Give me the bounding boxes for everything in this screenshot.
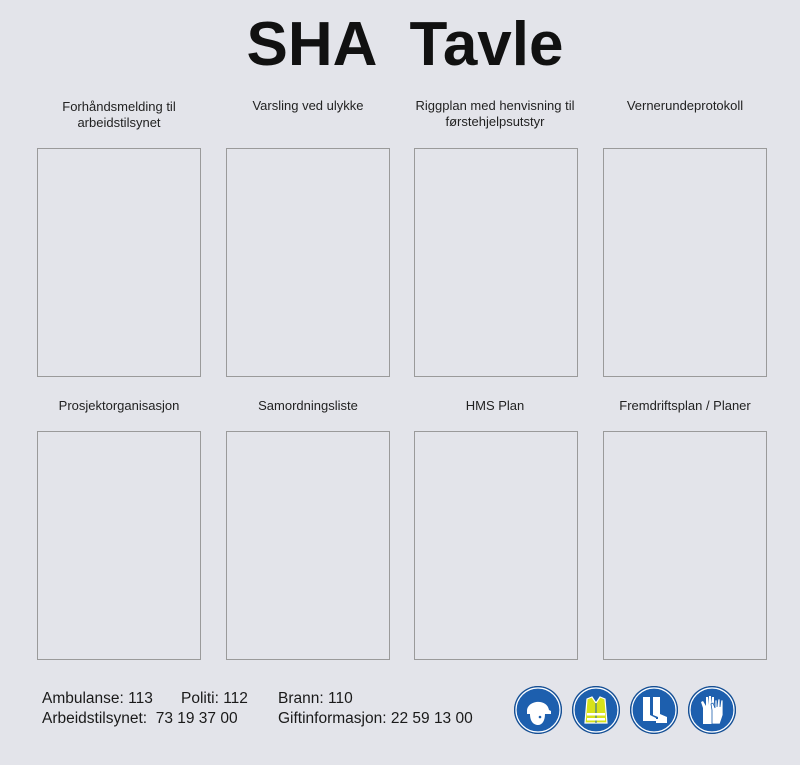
- emergency-contacts: [42, 689, 473, 729]
- contact-ambulanse: Ambulanse: 113: [42, 690, 153, 707]
- contact-arbeidstilsynet: Arbeidstilsynet: 73 19 37 00: [42, 710, 238, 727]
- contacts-row-1: [42, 689, 473, 709]
- label-vernerundeprotokoll: Vernerundeprotokoll: [626, 98, 744, 113]
- document-slot-vernerundeprotokoll[interactable]: [603, 148, 767, 377]
- label-forhandsmelding: Forhåndsmelding til arbeidstilsynet: [62, 99, 176, 130]
- document-slot-samordningsliste[interactable]: [226, 431, 390, 660]
- label-varsling: Varsling ved ulykke: [252, 98, 364, 113]
- document-slot-riggplan[interactable]: [414, 148, 578, 377]
- contact-brann: Brann: 110: [278, 690, 353, 707]
- document-slot-forhandsmelding[interactable]: [37, 148, 201, 377]
- safety-vest-icon: [572, 686, 620, 734]
- contacts-row-2: [42, 709, 473, 729]
- safety-boots-icon: [630, 686, 678, 734]
- document-slot-prosjektorganisasjon[interactable]: [37, 431, 201, 660]
- label-riggplan: Riggplan med henvisning til førstehjelpsutstyr: [415, 98, 575, 129]
- contact-politi: Politi: 112: [181, 690, 248, 707]
- label-fremdriftsplan: Fremdriftsplan / Planer: [619, 398, 751, 413]
- label-prosjektorganisasjon: Prosjektorganisasjon: [58, 398, 180, 413]
- document-slot-fremdriftsplan[interactable]: [603, 431, 767, 660]
- document-slot-varsling[interactable]: [226, 148, 390, 377]
- document-slot-hms-plan[interactable]: [414, 431, 578, 660]
- hard-hat-icon: [514, 686, 562, 734]
- contact-giftinformasjon: Giftinformasjon: 22 59 13 00: [278, 710, 473, 727]
- label-hms-plan: HMS Plan: [465, 398, 525, 413]
- safety-gloves-icon: [688, 686, 736, 734]
- label-samordningsliste: Samordningsliste: [258, 398, 358, 413]
- board-title: SHA Tavle: [246, 10, 564, 79]
